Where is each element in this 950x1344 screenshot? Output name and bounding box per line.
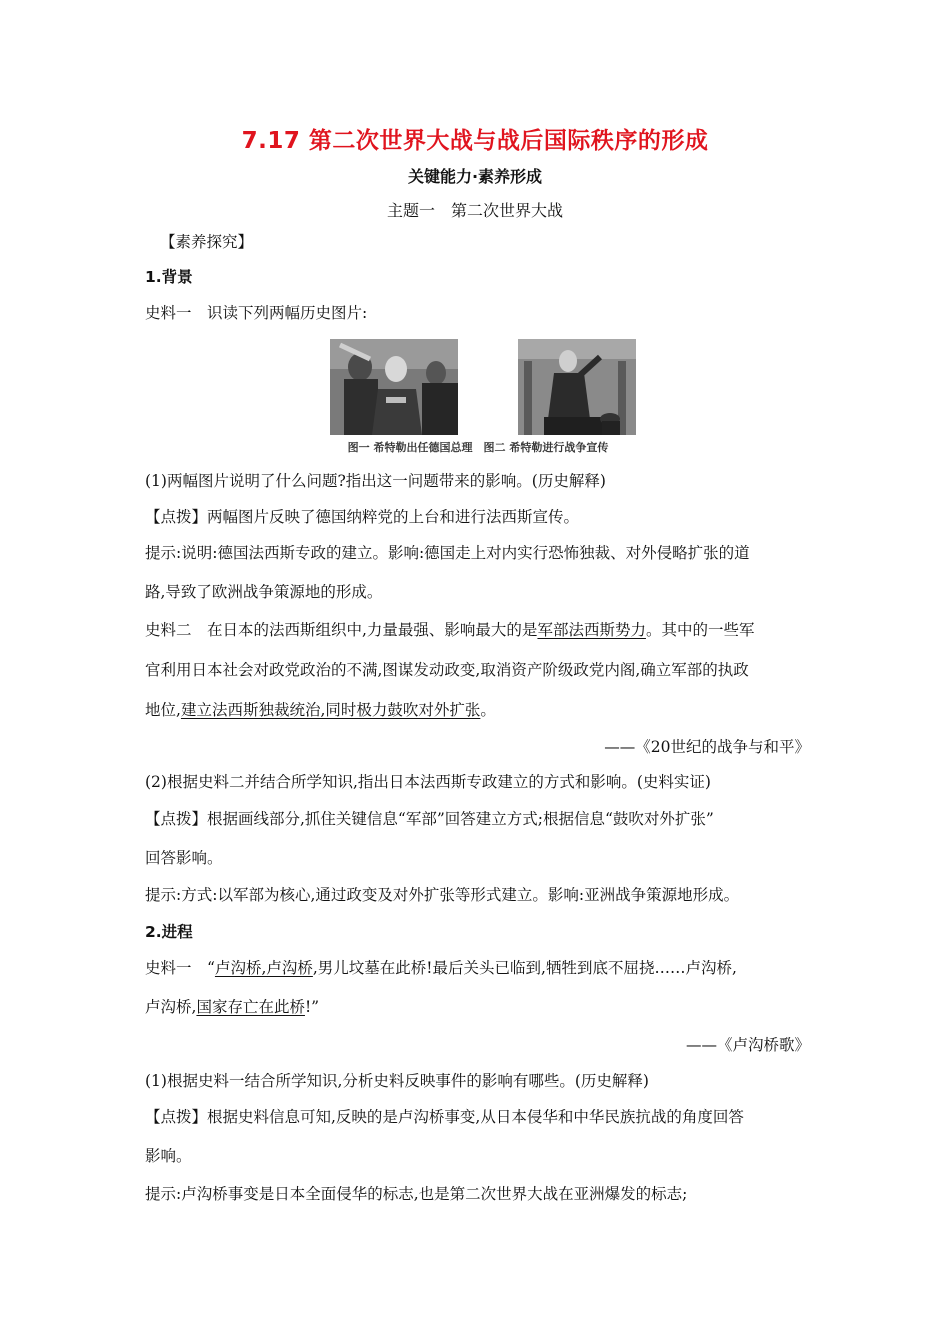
material-text: 卢沟桥, xyxy=(145,998,197,1016)
question-2-tip-line-2: 回答影响。 xyxy=(145,849,223,867)
photo-hitler-propaganda xyxy=(518,339,636,435)
material-one-intro: 史料一 识读下列两幅历史图片: xyxy=(145,304,368,322)
question-3-hint: 提示:卢沟桥事变是日本全面侵华的标志,也是第二次世界大战在亚洲爆发的标志; xyxy=(145,1185,688,1203)
material-two-line-2: 官利用日本社会对政党政治的不满,图谋发动政变,取消资产阶级政党内阁,确立军部的执政 xyxy=(145,661,749,679)
process-material-one-line-1 xyxy=(145,957,810,979)
material-text: ,男儿坟墓在此桥!最后关头已临到,牺牲到底不屈挠……卢沟桥, xyxy=(312,959,737,977)
process-heading: 2.进程 xyxy=(145,923,193,941)
material-two-text: 地位, xyxy=(145,701,181,719)
process-material-one-line-2 xyxy=(145,996,810,1018)
underlined-phrase: 建立法西斯独裁统治,同时极力鼓吹对外扩张 xyxy=(180,701,481,719)
material-two-line-1 xyxy=(145,619,810,641)
process-material-one-source: ——《卢沟桥歌》 xyxy=(685,1036,810,1054)
underlined-phrase: 卢沟桥,卢沟桥 xyxy=(214,959,313,977)
inquiry-heading: 【素养探究】 xyxy=(160,233,254,251)
material-two-source: ——《20世纪的战争与和平》 xyxy=(604,738,810,756)
question-1: (1)两幅图片说明了什么问题?指出这一问题带来的影响。(历史解释) xyxy=(145,472,606,490)
material-two-text: 史料二 在日本的法西斯组织中,力量最强、影响最大的是 xyxy=(145,621,538,639)
question-2-tip-line-1: 【点拨】根据画线部分,抓住关键信息“军部”回答建立方式;根据信息“鼓吹对外扩张” xyxy=(145,810,714,828)
figure-caption: 图一 希特勒出任德国总理 图二 希特勒进行战争宣传 xyxy=(347,441,609,454)
question-3: (1)根据史料一结合所学知识,分析史料反映事件的影响有哪些。(历史解释) xyxy=(145,1072,649,1090)
background-heading: 1.背景 xyxy=(145,268,193,286)
material-two-text: 。其中的一些军 xyxy=(645,621,755,639)
topic-heading: 主题一 第二次世界大战 xyxy=(386,201,563,220)
question-2: (2)根据史料二并结合所学知识,指出日本法西斯专政建立的方式和影响。(史料实证) xyxy=(145,773,711,791)
question-2-hint: 提示:方式:以军部为核心,通过政变及对外扩张等形式建立。影响:亚洲战争策源地形成。 xyxy=(145,886,740,904)
question-1-hint-line-2: 路,导致了欧洲战争策源地的形成。 xyxy=(145,583,383,601)
material-text: 史料一 “ xyxy=(145,959,215,977)
section-subtitle: 关键能力·素养形成 xyxy=(407,167,543,186)
material-two-text: 。 xyxy=(480,701,496,719)
material-text: !” xyxy=(304,998,320,1016)
page-title: 7.17 第二次世界大战与战后国际秩序的形成 xyxy=(241,128,709,154)
photo-hitler-chancellor xyxy=(330,339,458,435)
question-3-tip-line-1: 【点拨】根据史料信息可知,反映的是卢沟桥事变,从日本侵华和中华民族抗战的角度回答 xyxy=(145,1108,744,1126)
question-3-tip-line-2: 影响。 xyxy=(145,1147,192,1165)
underlined-phrase: 军部法西斯势力 xyxy=(537,621,646,639)
question-1-hint-line-1: 提示:说明:德国法西斯专政的建立。影响:德国走上对内实行恐怖独裁、对外侵略扩张的道 xyxy=(145,544,750,562)
question-1-tip: 【点拨】两幅图片反映了德国纳粹党的上台和进行法西斯宣传。 xyxy=(145,508,580,526)
material-two-line-3 xyxy=(145,699,810,721)
underlined-phrase: 国家存亡在此桥 xyxy=(196,998,305,1016)
